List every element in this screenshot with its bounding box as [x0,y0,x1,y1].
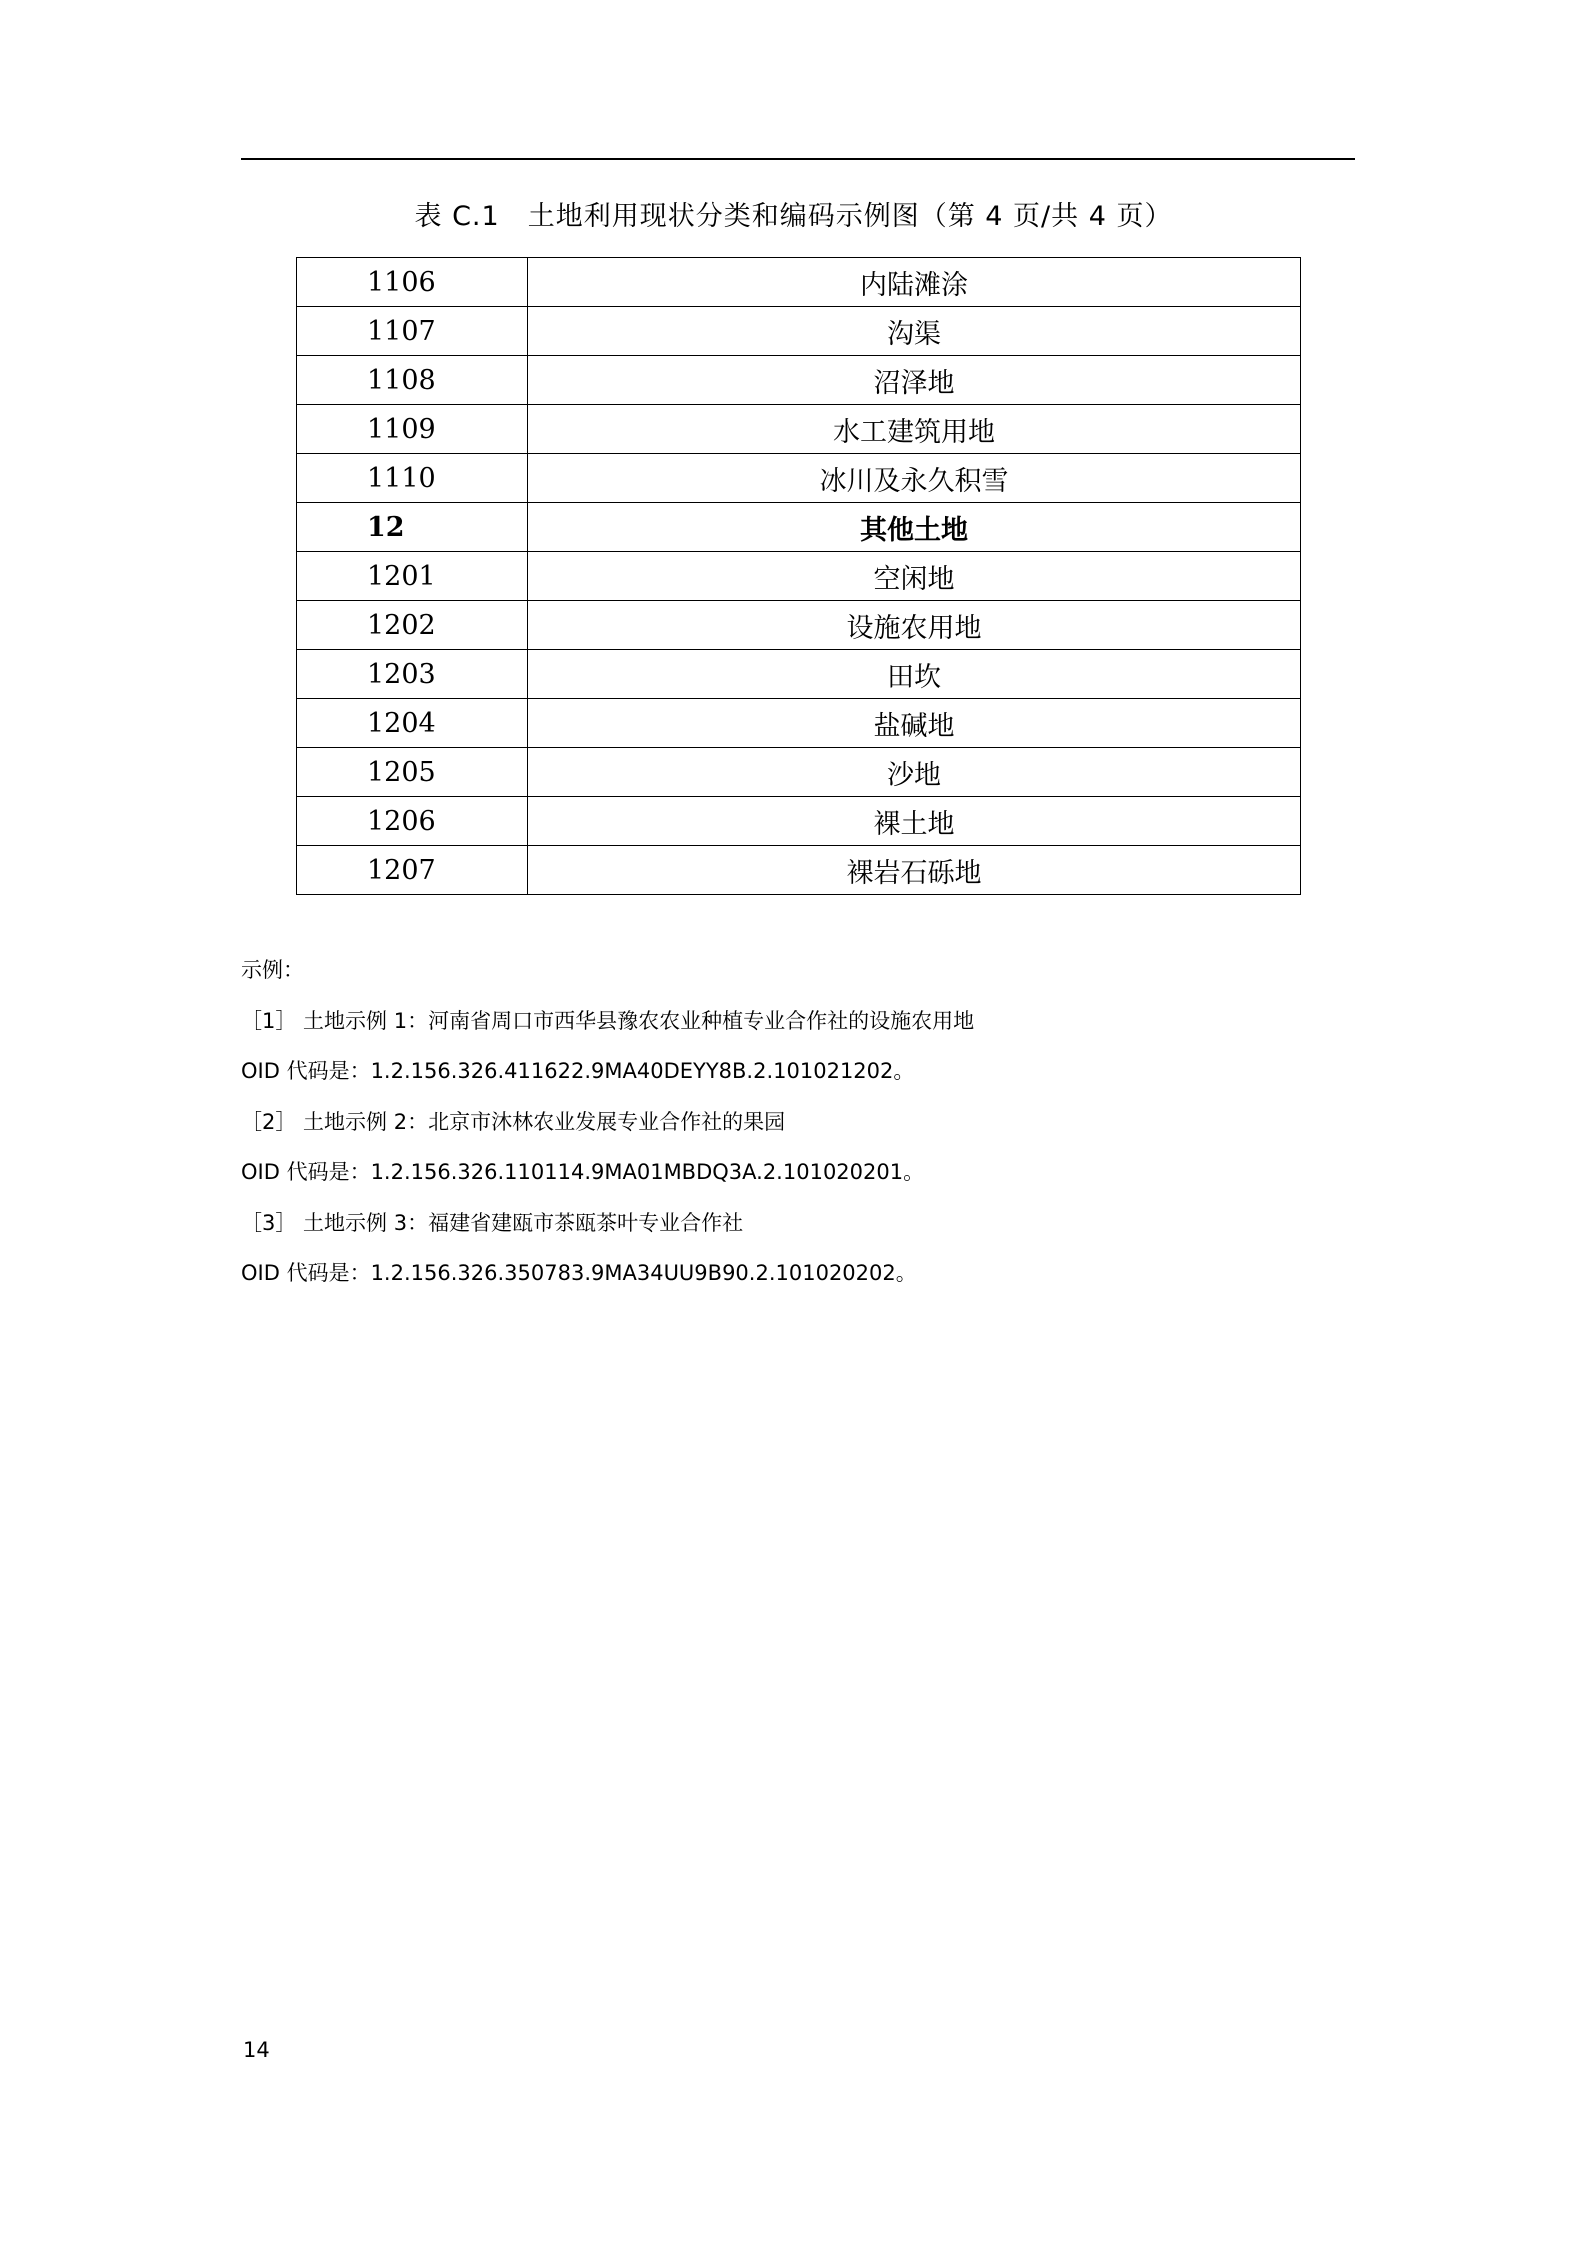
land-code-cell: 1203 [297,650,528,699]
table-row [297,699,1301,748]
land-code-cell: 1106 [297,258,528,307]
land-code-cell: 1205 [297,748,528,797]
land-code-cell: 1207 [297,846,528,895]
land-name-cell: 沟渠 [528,307,1301,356]
table-row [297,552,1301,601]
land-name-cell: 沼泽地 [528,356,1301,405]
land-name-cell: 田坎 [528,650,1301,699]
table-row [297,503,1301,552]
land-name-cell: 裸土地 [528,797,1301,846]
land-name-cell: 设施农用地 [528,601,1301,650]
table-row [297,797,1301,846]
example-3-description: ［3］ 土地示例 3：福建省建瓯市茶瓯茶叶专业合作社 [241,1210,744,1235]
land-name-cell: 冰川及永久积雪 [528,454,1301,503]
land-name-cell: 盐碱地 [528,699,1301,748]
land-code-cell: 1202 [297,601,528,650]
land-code-cell: 1107 [297,307,528,356]
header-rule [241,158,1355,160]
land-code-cell: 1201 [297,552,528,601]
land-code-cell: 12 [297,503,528,552]
land-name-cell: 水工建筑用地 [528,405,1301,454]
table-row [297,454,1301,503]
table-row [297,601,1301,650]
land-code-cell: 1206 [297,797,528,846]
land-code-cell: 1204 [297,699,528,748]
table-row [297,307,1301,356]
land-name-cell: 其他土地 [528,503,1301,552]
table-row [297,846,1301,895]
table-row [297,748,1301,797]
example-2-oid: OID 代码是：1.2.156.326.110114.9MA01MBDQ3A.2.101020201。 [241,1160,925,1184]
table-body [297,258,1301,895]
land-name-cell: 空闲地 [528,552,1301,601]
examples-section [241,955,974,1309]
table-row [297,405,1301,454]
table-row [297,650,1301,699]
land-name-cell: 裸岩石砾地 [528,846,1301,895]
land-use-code-table [296,257,1301,895]
example-3-oid: OID 代码是：1.2.156.326.350783.9MA34UU9B90.2.101020202。 [241,1261,917,1285]
land-name-cell: 内陆滩涂 [528,258,1301,307]
table-title: 表 C.1 土地利用现状分类和编码示例图（第 4 页/共 4 页） [414,201,1173,232]
land-name-cell: 沙地 [528,748,1301,797]
land-code-cell: 1109 [297,405,528,454]
example-1-description: ［1］ 土地示例 1：河南省周口市西华县豫农农业种植专业合作社的设施农用地 [241,1008,975,1033]
table-row [297,258,1301,307]
example-2-description: ［2］ 土地示例 2：北京市沐林农业发展专业合作社的果园 [241,1109,786,1134]
example-1-oid: OID 代码是：1.2.156.326.411622.9MA40DEYY8B.2.101021202。 [241,1059,915,1083]
page-number: 14 [243,2038,270,2062]
table-row [297,356,1301,405]
examples-heading: 示例： [241,958,304,982]
land-code-cell: 1110 [297,454,528,503]
land-code-cell: 1108 [297,356,528,405]
